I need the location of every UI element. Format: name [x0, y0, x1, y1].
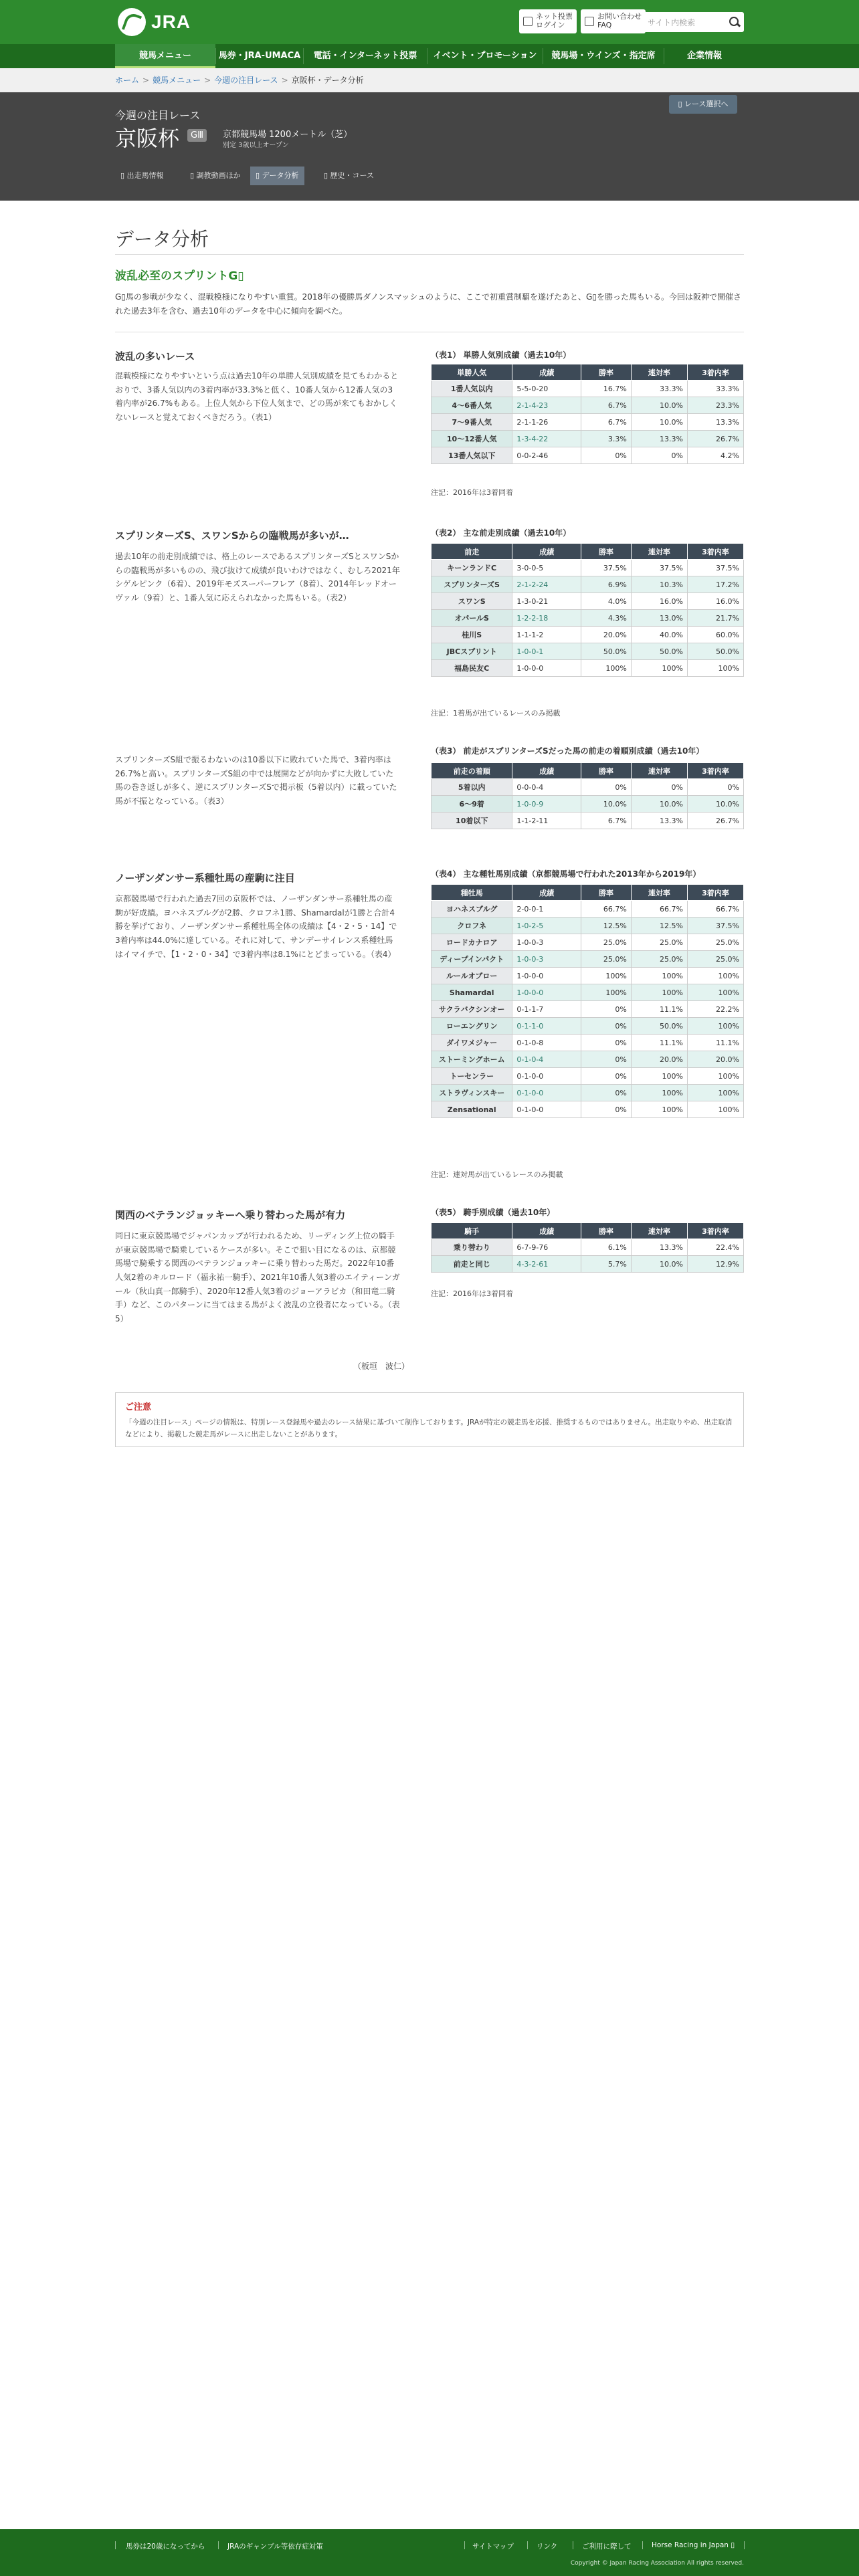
table-cell-show: 22.4% [687, 1239, 743, 1256]
table-cell-win: 6.7% [581, 414, 632, 431]
race-select-button[interactable]: ▯ レース選択へ [669, 95, 737, 114]
table-cell-win: 50.0% [581, 643, 632, 660]
table-row [432, 779, 744, 796]
table-cell-show: 25.0% [687, 951, 743, 968]
table-cell-rec: 1-0-0-3 [512, 951, 581, 968]
table-cell-label: スプリンターズS [432, 576, 512, 593]
table-cell-win: 6.7% [581, 397, 632, 414]
table-cell-show: 16.0% [687, 593, 743, 610]
table-cell-quin: 25.0% [631, 934, 687, 951]
table-cell-label: 5着以内 [432, 779, 512, 796]
table-cell-show: 21.7% [687, 610, 743, 627]
nav-item-racecourse[interactable]: 競馬場・ウインズ・指定席 [551, 51, 656, 61]
table-cell-quin: 10.0% [631, 1256, 687, 1273]
breadcrumb-menu[interactable]: 競馬メニュー [153, 76, 201, 85]
table-sires [431, 884, 744, 1118]
page-title: データ分析 [115, 228, 209, 250]
table-cell-rec: 0-1-1-7 [512, 1001, 581, 1018]
table-cell-rec: 2-1-1-26 [512, 414, 581, 431]
table-row [432, 1085, 744, 1101]
table-cell-show: 60.0% [687, 627, 743, 643]
table-cell-rec: 1-3-4-22 [512, 431, 581, 447]
table-cell-quin: 13.3% [631, 1239, 687, 1256]
table-cell-win: 6.9% [581, 576, 632, 593]
table-cell-label: ルールオブロー [432, 968, 512, 984]
table-caption: （表2） 主な前走別成績（過去10年） [431, 528, 571, 538]
site-search-input[interactable] [642, 12, 744, 32]
column-header: 騎手 [432, 1223, 512, 1239]
table-row [432, 1256, 744, 1273]
net-vote-login-button[interactable] [519, 9, 577, 33]
table-cell-quin: 50.0% [631, 1018, 687, 1035]
table-cell-label: キーンランドC [432, 560, 512, 576]
section-heading: スプリンターズS、スワンSからの臨戦馬が多いが… [115, 530, 349, 542]
table-cell-win: 6.7% [581, 813, 632, 829]
table-cell-show: 33.3% [687, 381, 743, 397]
table-cell-quin: 25.0% [631, 951, 687, 968]
footer-divider [527, 2541, 528, 2549]
table-cell-rec: 2-1-4-23 [512, 397, 581, 414]
table-cell-label: Shamardal [432, 984, 512, 1001]
table-cell-rec: 1-0-0-3 [512, 934, 581, 951]
caution-title: ご注意 [125, 1402, 152, 1412]
top-header [0, 0, 859, 44]
table-note: 注記：2016年は3着同着 [431, 1289, 513, 1298]
breadcrumb-sep: > [142, 76, 150, 85]
table-cell-win: 100% [581, 984, 632, 1001]
section-text: スプリンターズS組で振るわないのは10番以下に敗れていた馬で、3着内率は26.7%と高い。スプリンターズS組の中では展開などが向かずに大敗していた馬の巻き返しが多く、逆にスプリンターズSで掲示板（5着以内）に載っていた馬が不振となっている。（表3） [115, 755, 397, 806]
table-cell-label: オパールS [432, 610, 512, 627]
table-cell-rec: 2-0-0-1 [512, 901, 581, 918]
horse-logo-icon [118, 8, 146, 36]
breadcrumb-sep: > [204, 76, 211, 85]
table-cell-win: 0% [581, 1035, 632, 1051]
table-cell-win: 0% [581, 447, 632, 464]
table-cell-label: クロフネ [432, 918, 512, 934]
column-header: 成績 [512, 763, 581, 779]
table-note: 注記：連対馬が出ているレースのみ掲載 [431, 1170, 563, 1179]
table-cell-win: 25.0% [581, 934, 632, 951]
search-icon[interactable] [726, 14, 742, 30]
table-cell-label: ストラヴィンスキー [432, 1085, 512, 1101]
table-cell-label: 6〜9着 [432, 796, 512, 813]
column-header: 成績 [512, 544, 581, 560]
table-note: 注記：2016年は3着同着 [431, 488, 513, 497]
table-cell-show: 26.7% [687, 431, 743, 447]
table-row [432, 627, 744, 643]
table-cell-quin: 10.3% [631, 576, 687, 593]
table-cell-win: 0% [581, 1001, 632, 1018]
table-cell-win: 6.1% [581, 1239, 632, 1256]
table-cell-label: 1番人気以内 [432, 381, 512, 397]
column-header: 3着内率 [687, 763, 743, 779]
table-cell-rec: 1-0-0-1 [512, 643, 581, 660]
table-cell-win: 0% [581, 1018, 632, 1035]
table-cell-label: スワンS [432, 593, 512, 610]
table-cell-label: Zensational [432, 1101, 512, 1118]
table-cell-show: 100% [687, 1101, 743, 1118]
table-cell-rec: 1-2-2-18 [512, 610, 581, 627]
tab-data-analysis[interactable]: ▯ データ分析 [250, 167, 304, 185]
table-header-row [432, 763, 744, 779]
table-cell-quin: 11.1% [631, 1035, 687, 1051]
table-cell-rec: 2-1-2-24 [512, 576, 581, 593]
table-cell-quin: 0% [631, 779, 687, 796]
table-row [432, 1051, 744, 1068]
table-cell-win: 0% [581, 1085, 632, 1101]
race-header [0, 92, 859, 201]
table-cell-show: 100% [687, 1068, 743, 1085]
lead-heading: 波乱必至のスプリントG▯ [115, 270, 244, 283]
table-cell-label: ロードカナロア [432, 934, 512, 951]
table-cell-win: 66.7% [581, 901, 632, 918]
login-label-2: ログイン [536, 21, 565, 29]
nav-item-baken[interactable]: 馬券・JRA-UMACA [218, 51, 301, 61]
column-header: 連対率 [631, 763, 687, 779]
table-row [432, 397, 744, 414]
table-cell-show: 26.7% [687, 813, 743, 829]
section-text: 京都競馬場で行われた過去7回の京阪杯では、ノーザンダンサー系種牡馬の産駒が好成績。ヨハネスブルグが2勝、クロフネ1勝、Shamardalが1勝と合計4勝を挙げており、ノーザンダンサー系種牡馬全体の成績は【4・2・5・14】で3着内率は44.0%に達している。それに対して、サンデーサイレンス系種牡馬はイマイチで、【1・2・0・34】で3着内率は8.1%にとどまっている。（表4） [115, 894, 397, 959]
table-row [432, 447, 744, 464]
table-caption: （表4） 主な種牡馬別成績（京都競馬場で行われた2013年から2019年） [431, 869, 701, 879]
table-cell-quin: 100% [631, 660, 687, 677]
table-row [432, 1101, 744, 1118]
table-cell-win: 3.3% [581, 431, 632, 447]
table-cell-win: 12.5% [581, 918, 632, 934]
login-label-1: ネット投票 [536, 12, 573, 21]
author-byline: （板垣 波仁） [353, 1362, 410, 1371]
logo-text: JRA [151, 11, 191, 32]
table-cell-quin: 13.3% [631, 813, 687, 829]
footer-link-terms[interactable]: ご利用に際して [582, 2543, 632, 2551]
footer-divider [464, 2541, 465, 2549]
column-header: 連対率 [631, 544, 687, 560]
table-cell-label: ダイワメジャー [432, 1035, 512, 1051]
table-cell-show: 66.7% [687, 901, 743, 918]
section-text: 同日に東京競馬場でジャパンカップが行われるため、リーディング上位の騎手が東京競馬場で騎乗しているケースが多い。そこで狙い目になるのは、京都競馬場で騎乗する関西のベテランジョッキーに乗り替わった馬だ。2022年10番人気2着のキルロード（福永祐一騎手）、2021年10番人気3着のエイティーンガール（秋山真一郎騎手）、2020年12番人気3着のジョーアラビカ（和田竜二騎手）など、このパターンに当てはまる馬がよく波乱の立役者になっている。（表5） [115, 1231, 400, 1323]
table-header-row [432, 885, 744, 901]
table-cell-label: 10着以下 [432, 813, 512, 829]
table-row [432, 1239, 744, 1256]
table-cell-rec: 0-1-0-0 [512, 1085, 581, 1101]
table-row [432, 414, 744, 431]
column-header: 3着内率 [687, 1223, 743, 1239]
table-cell-label: 福島民友C [432, 660, 512, 677]
section-heading: 波乱の多いレース [115, 350, 195, 362]
footer-divider [744, 2541, 745, 2549]
table-note: 注記：1着馬が出ているレースのみ掲載 [431, 709, 561, 718]
table-cell-win: 100% [581, 660, 632, 677]
nav-item-keiba-menu[interactable]: 競馬メニュー [115, 44, 215, 68]
breadcrumb-sep: > [281, 76, 288, 85]
table-previous-race [431, 543, 744, 677]
grade-badge: GⅢ [187, 129, 207, 142]
table-cell-quin: 100% [631, 1068, 687, 1085]
column-header: 種牡馬 [432, 885, 512, 901]
column-header: 勝率 [581, 544, 632, 560]
table-cell-quin: 12.5% [631, 918, 687, 934]
table-cell-rec: 0-1-0-4 [512, 1051, 581, 1068]
jra-logo[interactable] [118, 8, 191, 36]
table-row [432, 796, 744, 813]
table-cell-rec: 5-5-0-20 [512, 381, 581, 397]
table-cell-show: 12.9% [687, 1256, 743, 1273]
table-row [432, 660, 744, 677]
footer-divider [218, 2541, 219, 2549]
table-cell-quin: 33.3% [631, 381, 687, 397]
table-cell-win: 25.0% [581, 951, 632, 968]
footer [0, 2529, 859, 2576]
column-header: 連対率 [631, 1223, 687, 1239]
table-cell-quin: 20.0% [631, 1051, 687, 1068]
faq-button[interactable] [581, 9, 646, 33]
table-cell-show: 0% [687, 779, 743, 796]
table-row [432, 968, 744, 984]
caution-text: 「今週の注目レース」ページの情報は、特別レース登録馬や過去のレース結果に基づいて制作しております。JRAが特定の競走馬を応援、推奨するものではありません。出走取りやめ、出走取消などにより、掲載した競走馬がレースに出走しないことがあります。 [125, 1418, 733, 1439]
column-header: 3着内率 [687, 885, 743, 901]
caution-box [115, 1392, 744, 1447]
breadcrumb-featured[interactable]: 今週の注目レース [214, 76, 278, 85]
global-nav [0, 44, 859, 68]
column-header: 前走の着順 [432, 763, 512, 779]
table-cell-rec: 1-3-0-21 [512, 593, 581, 610]
table-cell-show: 25.0% [687, 934, 743, 951]
table-popularity [431, 364, 744, 464]
table-cell-rec: 0-0-0-4 [512, 779, 581, 796]
footer-link-addiction[interactable]: JRAのギャンブル等依存症対策 [227, 2543, 323, 2551]
table-cell-rec: 1-0-0-9 [512, 796, 581, 813]
faq-icon [585, 17, 594, 26]
table-cell-label: 前走と同じ [432, 1256, 512, 1273]
table-caption: （表5） 騎手別成績（過去10年） [431, 1208, 555, 1217]
table-cell-label: 7〜9番人気 [432, 414, 512, 431]
table-cell-label: 4〜6番人気 [432, 397, 512, 414]
table-cell-label: ローエングリン [432, 1018, 512, 1035]
footer-link-age[interactable]: 馬券は20歳になってから [126, 2543, 205, 2551]
table-cell-label: ストーミングホーム [432, 1051, 512, 1068]
column-header: 勝率 [581, 364, 632, 381]
tab-entries[interactable]: ▯ 出走馬情報 [120, 171, 164, 180]
login-icon [523, 17, 533, 26]
table-sprinters-finish [431, 762, 744, 829]
table-cell-rec: 1-0-0-0 [512, 660, 581, 677]
table-cell-quin: 10.0% [631, 397, 687, 414]
column-header: 3着内率 [687, 364, 743, 381]
race-condition-info: 別定 3歳以上オープン [223, 142, 289, 149]
race-name: 京阪杯 [115, 126, 180, 151]
table-cell-win: 16.7% [581, 381, 632, 397]
table-row [432, 934, 744, 951]
table-cell-win: 0% [581, 779, 632, 796]
table-cell-quin: 66.7% [631, 901, 687, 918]
breadcrumb-home[interactable]: ホーム [115, 76, 140, 85]
table-row [432, 560, 744, 576]
table-cell-rec: 6-7-9-76 [512, 1239, 581, 1256]
table-cell-show: 23.3% [687, 397, 743, 414]
section-text: 過去10年の前走別成績では、格上のレースであるスプリンターズSとスワンSからの臨戦馬が多いものの、飛び抜けて成績が良いわけではなく、むしろ2021年シゲルピンク（6着）、2019年モズスーパーフレア（8着）、2014年レッドオーヴァル（9着）と、1番人気に応えられなかった馬もいる。（表2） [115, 552, 400, 603]
table-cell-quin: 13.0% [631, 610, 687, 627]
table-row [432, 951, 744, 968]
column-header: 前走 [432, 544, 512, 560]
table-cell-win: 37.5% [581, 560, 632, 576]
column-header: 勝率 [581, 763, 632, 779]
table-cell-show: 22.2% [687, 1001, 743, 1018]
column-header: 勝率 [581, 1223, 632, 1239]
table-cell-quin: 0% [631, 447, 687, 464]
table-cell-quin: 16.0% [631, 593, 687, 610]
table-row [432, 1035, 744, 1051]
table-cell-quin: 10.0% [631, 796, 687, 813]
table-cell-quin: 40.0% [631, 627, 687, 643]
table-cell-rec: 1-1-2-11 [512, 813, 581, 829]
table-row [432, 1001, 744, 1018]
tab-training-videos[interactable]: ▯ 調教動画ほか [190, 171, 241, 180]
nav-item-corporate[interactable]: 企業情報 [686, 51, 722, 61]
footer-link-sitemap[interactable]: サイトマップ [472, 2543, 514, 2551]
search-placeholder: サイト内検索 [648, 18, 696, 27]
lead-text: G▯馬の参戦が少なく、混戦模様になりやすい重賞。2018年の優勝馬ダノンスマッシュのように、ここで初重賞制覇を遂げたあと、G▯を勝った馬もいる。今回は阪神で開催された過去3年を含む、過去10年のデータを中心に傾向を調べた。 [115, 292, 741, 316]
table-cell-quin: 37.5% [631, 560, 687, 576]
table-cell-rec: 0-1-0-0 [512, 1101, 581, 1118]
race-kicker: 今週の注目レース [115, 109, 201, 122]
table-caption: （表1） 単勝人気別成績（過去10年） [431, 350, 571, 360]
table-row [432, 1068, 744, 1085]
table-cell-label: ディープインパクト [432, 951, 512, 968]
table-cell-show: 13.3% [687, 414, 743, 431]
table-row [432, 984, 744, 1001]
table-cell-win: 100% [581, 968, 632, 984]
table-cell-win: 10.0% [581, 796, 632, 813]
table-cell-quin: 100% [631, 984, 687, 1001]
table-header-row [432, 544, 744, 560]
table-row [432, 918, 744, 934]
table-cell-show: 100% [687, 660, 743, 677]
footer-divider [115, 2541, 116, 2549]
breadcrumb-current: 京阪杯・データ分析 [291, 76, 364, 85]
tab-history-course[interactable]: ▯ 歴史・コース [324, 171, 374, 180]
column-header: 成績 [512, 885, 581, 901]
table-cell-win: 4.0% [581, 593, 632, 610]
table-cell-show: 37.5% [687, 918, 743, 934]
table-cell-win: 0% [581, 1051, 632, 1068]
column-header: 連対率 [631, 885, 687, 901]
nav-item-vote[interactable]: 電話・インターネット投票 [313, 51, 417, 61]
column-header: 単勝人気 [432, 364, 512, 381]
table-cell-rec: 1-0-0-0 [512, 984, 581, 1001]
table-cell-quin: 13.3% [631, 431, 687, 447]
table-cell-show: 20.0% [687, 1051, 743, 1068]
column-header: 成績 [512, 1223, 581, 1239]
faq-label-2: FAQ [597, 21, 612, 29]
table-cell-show: 100% [687, 968, 743, 984]
table-cell-show: 100% [687, 1085, 743, 1101]
table-cell-label: 10〜12番人気 [432, 431, 512, 447]
table-header-row [432, 1223, 744, 1239]
column-header: 3着内率 [687, 544, 743, 560]
table-row [432, 610, 744, 627]
table-row [432, 813, 744, 829]
race-course-info: 京都競馬場 1200メートル（芝） [223, 130, 353, 140]
faq-label-1: お問い合わせ [597, 12, 642, 21]
table-cell-rec: 1-0-2-5 [512, 918, 581, 934]
table-cell-label: トーセンラー [432, 1068, 512, 1085]
table-cell-win: 0% [581, 1101, 632, 1118]
table-jockey [431, 1222, 744, 1273]
table-row [432, 643, 744, 660]
table-cell-win: 5.7% [581, 1256, 632, 1273]
copyright: Copyright © Japan Racing Association All rights reserved. [570, 2560, 744, 2567]
table-cell-show: 10.0% [687, 796, 743, 813]
footer-link-links[interactable]: リンク [537, 2543, 558, 2551]
table-header-row [432, 364, 744, 381]
table-cell-quin: 10.0% [631, 414, 687, 431]
section-heading: 関西のベテランジョッキーへ乗り替わった馬が有力 [115, 1209, 346, 1221]
column-header: 成績 [512, 364, 581, 381]
table-cell-win: 20.0% [581, 627, 632, 643]
section-text: 混戦模様になりやすいという点は過去10年の単勝人気別成績を見てもわかるとおりで、3番人気以内の3着内率が33.3%と低く、10番人気から12番人気の3着内率が26.7%もある。上位人気から下位人気まで、どの馬が来てもおかしくないレースと覚えておくべきだろう。（表1） [115, 371, 399, 422]
table-caption: （表3） 前走がスプリンターズSだった馬の前走の着順別成績（過去10年） [431, 746, 704, 756]
table-cell-rec: 0-1-1-0 [512, 1018, 581, 1035]
table-cell-quin: 11.1% [631, 1001, 687, 1018]
table-cell-rec: 3-0-0-5 [512, 560, 581, 576]
table-cell-quin: 50.0% [631, 643, 687, 660]
table-cell-rec: 4-3-2-61 [512, 1256, 581, 1273]
table-cell-label: サクラバクシンオー [432, 1001, 512, 1018]
table-cell-label: ヨハネスブルグ [432, 901, 512, 918]
table-cell-rec: 1-1-1-2 [512, 627, 581, 643]
table-cell-rec: 0-1-0-0 [512, 1068, 581, 1085]
table-row [432, 576, 744, 593]
table-cell-label: 乗り替わり [432, 1239, 512, 1256]
table-cell-quin: 100% [631, 1101, 687, 1118]
table-cell-quin: 100% [631, 968, 687, 984]
table-cell-quin: 100% [631, 1085, 687, 1101]
column-header: 連対率 [631, 364, 687, 381]
table-cell-rec: 0-1-0-8 [512, 1035, 581, 1051]
table-cell-label: 13番人気以下 [432, 447, 512, 464]
table-row [432, 593, 744, 610]
table-cell-rec: 0-0-2-46 [512, 447, 581, 464]
table-cell-label: JBCスプリント [432, 643, 512, 660]
column-header: 勝率 [581, 885, 632, 901]
table-cell-show: 4.2% [687, 447, 743, 464]
table-cell-label: 桂川S [432, 627, 512, 643]
table-row [432, 1018, 744, 1035]
table-cell-show: 17.2% [687, 576, 743, 593]
table-cell-win: 4.3% [581, 610, 632, 627]
section-heading: ノーザンダンサー系種牡馬の産駒に注目 [115, 872, 295, 884]
table-cell-rec: 1-0-0-0 [512, 968, 581, 984]
table-row [432, 431, 744, 447]
table-cell-show: 37.5% [687, 560, 743, 576]
footer-divider [642, 2541, 643, 2549]
table-cell-show: 100% [687, 1018, 743, 1035]
footer-link-english[interactable]: Horse Racing in Japan ▯ [652, 2541, 735, 2549]
title-divider [115, 254, 744, 255]
table-cell-win: 0% [581, 1068, 632, 1085]
table-cell-show: 11.1% [687, 1035, 743, 1051]
table-cell-show: 50.0% [687, 643, 743, 660]
table-cell-show: 100% [687, 984, 743, 1001]
table-row [432, 901, 744, 918]
nav-item-event[interactable]: イベント・プロモーション [433, 51, 537, 61]
breadcrumb [0, 68, 859, 92]
table-row [432, 381, 744, 397]
